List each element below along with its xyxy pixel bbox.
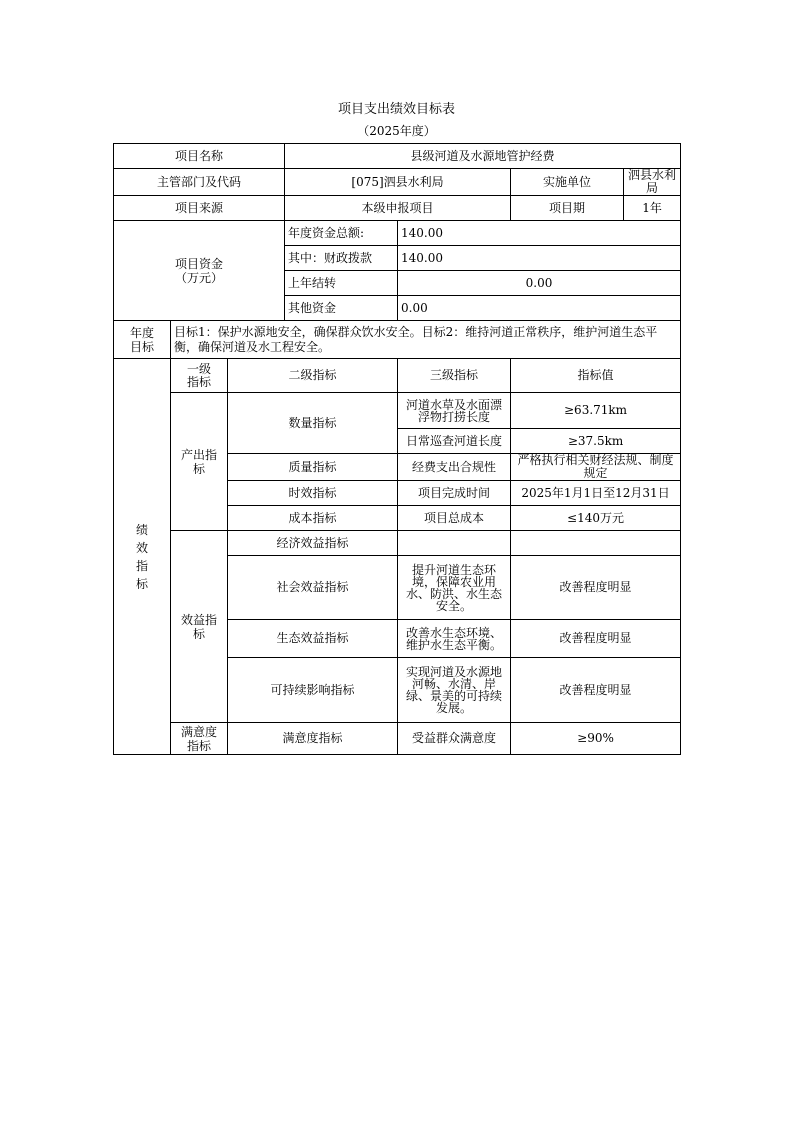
indicator-level2: 质量指标 (228, 454, 398, 481)
funds-total-label: 年度资金总额: (285, 221, 398, 246)
indicator-value: 改善程度明显 (511, 556, 681, 620)
indicator-level3: 改善水生态环境、维护水生态平衡。 (398, 620, 511, 658)
impl-label: 实施单位 (511, 169, 624, 196)
page-subtitle-year: （2025年度） (357, 124, 436, 138)
indicator-value: ≤140万元 (511, 506, 681, 531)
indicator-level3: 河道水草及水面漂浮物打捞长度 (398, 393, 511, 429)
indicator-value: ≥37.5km (511, 429, 681, 454)
project-name-label: 项目名称 (114, 144, 285, 169)
output-indicators-label: 产出指 标 (171, 393, 228, 531)
project-name: 县级河道及水源地管护经费 (285, 144, 681, 169)
impl-value: 泗县水利局 (624, 169, 681, 196)
indicator-level3: 经费支出合规性 (398, 454, 511, 481)
dept-value: [075]泗县水利局 (285, 169, 511, 196)
indicator-level2: 数量指标 (228, 393, 398, 454)
indicator-value: 严格执行相关财经法规、制度规定 (511, 454, 681, 481)
source-value: 本级申报项目 (285, 196, 511, 221)
page-title: 项目支出绩效目标表 (337, 102, 455, 117)
annual-goal-label: 年度 目标 (114, 321, 171, 359)
indicator-level3: 项目完成时间 (398, 481, 511, 506)
period-label: 项目期 (511, 196, 624, 221)
funds-other: 0.00 (398, 296, 681, 321)
benefit-indicators-label: 效益指 标 (171, 531, 228, 723)
header-level2: 二级指标 (228, 359, 398, 393)
indicator-value: ≥63.71km (511, 393, 681, 429)
indicators-section-label: 绩 效 指 标 (114, 359, 171, 755)
dept-label: 主管部门及代码 (114, 169, 285, 196)
indicator-level2: 可持续影响指标 (228, 658, 398, 723)
performance-table (113, 143, 681, 755)
indicator-level3 (398, 531, 511, 556)
indicator-level3: 项目总成本 (398, 506, 511, 531)
funds-fiscal: 140.00 (398, 246, 681, 271)
satisfaction-indicators-label: 满意度 指标 (171, 723, 228, 755)
funds-carryover-label: 上年结转 (285, 271, 398, 296)
indicator-level2: 成本指标 (228, 506, 398, 531)
indicator-level2: 时效指标 (228, 481, 398, 506)
funds-total: 140.00 (398, 221, 681, 246)
funds-carryover: 0.00 (398, 271, 681, 296)
indicator-level3: 受益群众满意度 (398, 723, 511, 755)
indicator-level3: 提升河道生态环境，保障农业用水、防洪、水生态安全。 (398, 556, 511, 620)
indicator-level3: 日常巡查河道长度 (398, 429, 511, 454)
funds-fiscal-label: 其中：财政拨款 (285, 246, 398, 271)
indicator-value: ≥90% (511, 723, 681, 755)
indicator-value (511, 531, 681, 556)
indicator-level2: 社会效益指标 (228, 556, 398, 620)
indicator-value: 改善程度明显 (511, 620, 681, 658)
funds-label: 项目资金 （万元） (114, 221, 285, 321)
header-level3: 三级指标 (398, 359, 511, 393)
header-level1: 一级 指标 (171, 359, 228, 393)
header-value: 指标值 (511, 359, 681, 393)
indicator-level2: 生态效益指标 (228, 620, 398, 658)
indicator-value: 2025年1月1日至12月31日 (511, 481, 681, 506)
indicator-level2: 满意度指标 (228, 723, 398, 755)
indicator-level2: 经济效益指标 (228, 531, 398, 556)
funds-other-label: 其他资金 (285, 296, 398, 321)
indicator-value: 改善程度明显 (511, 658, 681, 723)
annual-goal-text: 目标1：保护水源地安全，确保群众饮水安全。目标2：维持河道正常秩序，维护河道生态平衡，确保河道及水工程安全。 (171, 321, 681, 359)
period-value: 1年 (624, 196, 681, 221)
source-label: 项目来源 (114, 196, 285, 221)
indicator-level3: 实现河道及水源地河畅、水清、岸绿、景美的可持续发展。 (398, 658, 511, 723)
